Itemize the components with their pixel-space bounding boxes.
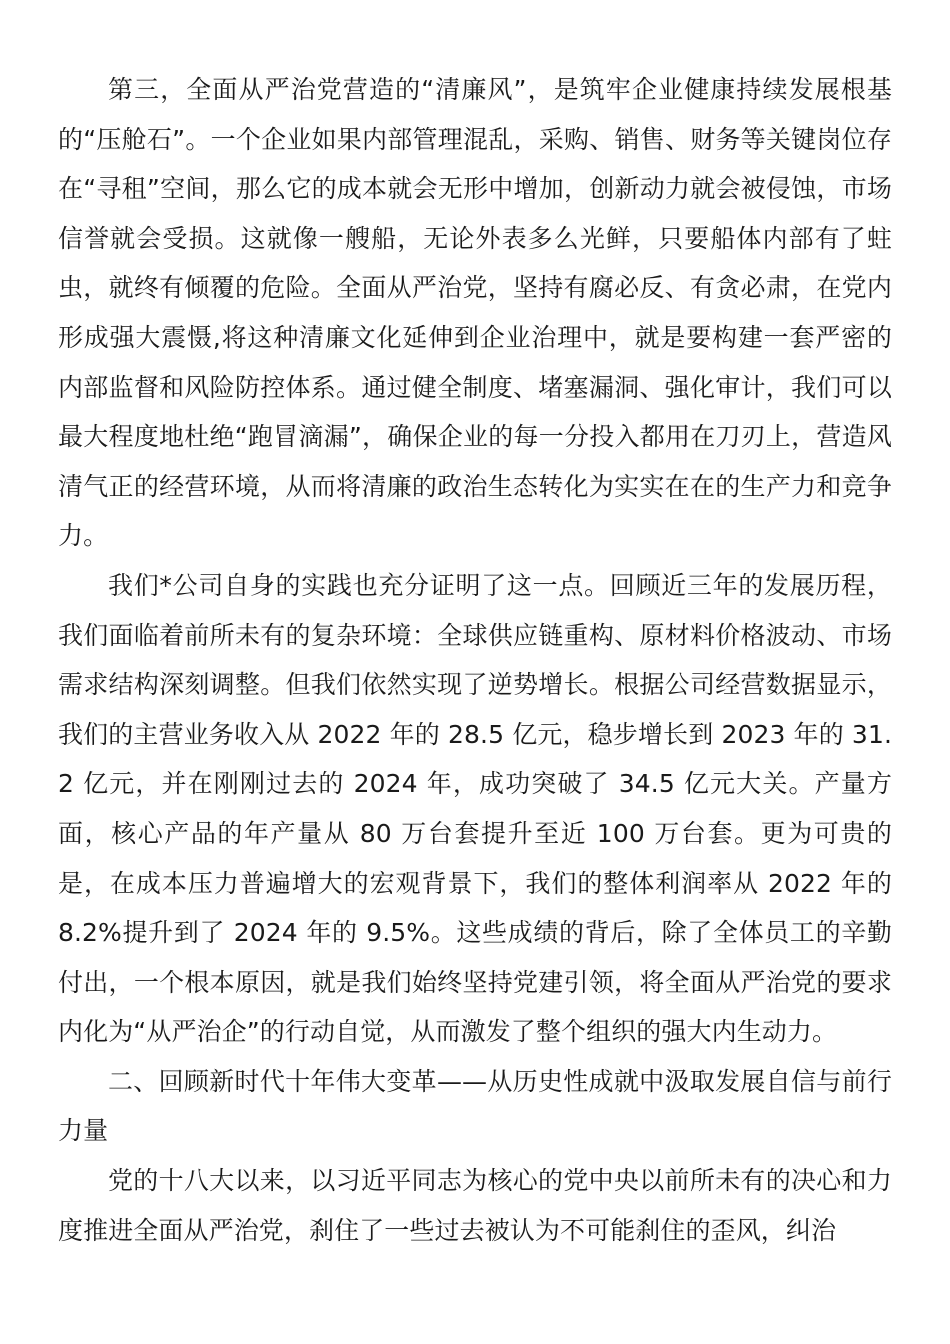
paragraph-party-congress: 党的十八大以来，以习近平同志为核心的党中央以前所未有的决心和力度推进全面从严治党，刹住了一些过去被认为不可能刹住的歪风，纠治: [58, 1166, 892, 1245]
section-heading: 二、回顾新时代十年伟大变革——从历史性成就中汲取发展自信与前行力量: [58, 1066, 892, 1146]
paragraph-company-practice: 我们*公司自身的实践也充分证明了这一点。回顾近三年的发展历程，我们面临着前所未有的复杂环境：全球供应链重构、原材料价格波动、市场需求结构深刻调整。但我们依然实现了逆势增长。根据公司经营数据显示，我们的主营业务收入从 2022 年的 28.5 亿元，稳步增长到 2023 年的 31.2 亿元，并在刚刚过去的 2024 年，成功突破了 34.5 亿元大关。产量方面，核心产品的年产量从 80 万台套提升至近 100 万台套。更为可贵的是，在成本压力普遍增大的宏观背景下，我们的整体利润率从 2022 年的 8.2%提升到了 2024 年的 9.5%。这些成绩的背后，除了全体员工的辛勤付出，一个根本原因，就是我们始终坚持党建引领，将全面从严治党的要求内化为“从严治企”的行动自觉，从而激发了整个组织的强大内生动力。: [58, 570, 892, 1047]
document-body: [58, 65, 892, 1255]
paragraph-clean-governance: 第三，全面从严治党营造的“清廉风”，是筑牢企业健康持续发展根基的“压舱石”。一个企业如果内部管理混乱，采购、销售、财务等关键岗位存在“寻租”空间，那么它的成本就会无形中增加，创新动力就会被侵蚀，市场信誉就会受损。这就像一艘船，无论外表多么光鲜，只要船体内部有了蛀虫，就终有倾覆的危险。全面从严治党，坚持有腐必反、有贪必肃，在党内形成强大震慑,将这种清廉文化延伸到企业治理中，就是要构建一套严密的内部监督和风险防控体系。通过健全制度、堵塞漏洞、强化审计，我们可以最大程度地杜绝“跑冒滴漏”，确保企业的每一分投入都用在刀刃上，营造风清气正的经营环境，从而将清廉的政治生态转化为实实在在的生产力和竞争力。: [58, 75, 892, 551]
